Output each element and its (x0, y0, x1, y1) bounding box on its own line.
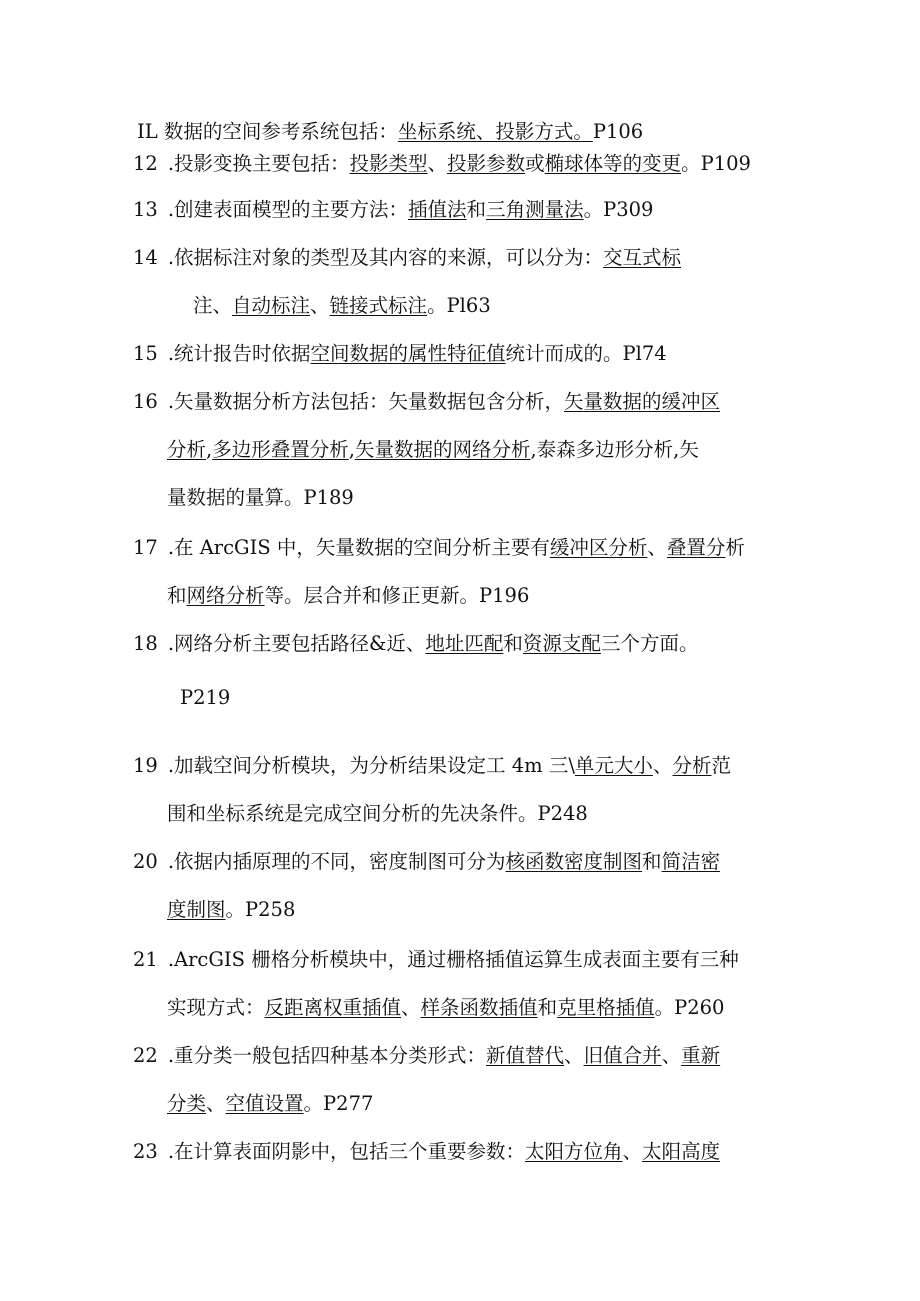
text-segment: 和 (167, 584, 187, 607)
question-number: 15 (133, 342, 158, 365)
text-segment: .网络分析主要包括路径&近、 (167, 632, 426, 655)
text-segment: 等。层合并和修正更新。P196 (264, 584, 530, 607)
underlined-answer: 缓冲区分析 (549, 536, 648, 559)
underlined-answer: 三角测量法 (486, 198, 584, 221)
question-continuation-line (167, 1090, 373, 1118)
underlined-answer: 投影类型 (349, 152, 428, 175)
text-segment: 、 (564, 1044, 584, 1067)
text-segment: 量数据的量算。P189 (167, 486, 354, 509)
text-segment: .投影变换主要包括： (167, 152, 350, 175)
question-line (133, 1042, 720, 1070)
underlined-answer: 椭球体等的变更 (544, 152, 682, 175)
text-segment: 和 (537, 996, 558, 1019)
underlined-answer: 分析 (167, 438, 207, 461)
underlined-answer: 地址匹配 (425, 632, 504, 655)
question-line (133, 630, 698, 658)
underlined-answer: 样条函数插值 (420, 996, 538, 1019)
underlined-answer: 太阳方位角 (525, 1140, 623, 1163)
text-segment: .创建表面模型的主要方法： (167, 198, 409, 221)
text-segment: .在 ArcGIS 中，矢量数据的空间分析主要有 (167, 536, 550, 559)
underlined-answer: 网络分析 (186, 584, 265, 607)
text-segment: .ArcGIS 栅格分析模块中，通过栅格插值运算生成表面主要有三种 (167, 948, 739, 971)
question-line (133, 1138, 720, 1166)
text-segment: .依据内插原理的不同，密度制图可分为 (167, 850, 506, 873)
question-continuation-line (167, 582, 529, 610)
text-segment: 或 (525, 152, 545, 175)
question-line (133, 534, 745, 562)
text-segment: 统计而成的。Pl74 (505, 342, 667, 365)
text-segment: 三个方面。 (600, 632, 699, 655)
underlined-answer: 多边形叠置分析 (212, 438, 349, 461)
question-number: 13 (133, 198, 158, 221)
question-number: 22 (133, 1044, 158, 1067)
question-line (137, 118, 643, 146)
text-segment: .在计算表面阴影中，包括三个重要参数： (167, 1140, 526, 1163)
question-number: 12 (133, 152, 158, 175)
question-continuation-line (167, 484, 354, 512)
page-reference: P219 (180, 686, 231, 709)
text-segment: .统计报告时依据 (167, 342, 311, 365)
text-segment: 、 (622, 1140, 643, 1163)
underlined-answer: 交互式标 (603, 246, 682, 269)
text-segment: .加载空间分析模块，为分析结果设定工 4m 三\ (167, 754, 575, 777)
underlined-answer: 分析 (672, 754, 712, 777)
text-segment: 数据的空间参考系统包括： (157, 120, 398, 143)
question-number: 17 (133, 536, 158, 559)
question-number: 18 (133, 632, 158, 655)
text-segment: 、 (401, 996, 421, 1019)
underlined-answer: 分类 (167, 1092, 207, 1115)
text-segment: 、 (206, 1092, 226, 1115)
question-continuation-line (167, 436, 699, 464)
text-segment: 和 (642, 850, 662, 873)
text-segment: 。P109 (681, 152, 751, 175)
text-segment: 、 (661, 1044, 682, 1067)
text-segment: 范 (711, 754, 731, 777)
underlined-answer: 度制图 (167, 898, 226, 921)
underlined-answer: 新值替代 (486, 1044, 565, 1067)
text-segment: 围和坐标系统是完成空间分析的先决条件。P248 (167, 802, 588, 825)
text-segment: 。P260 (654, 996, 725, 1019)
question-line (133, 150, 751, 178)
text-segment: 、 (427, 152, 448, 175)
question-number: 19 (133, 754, 158, 777)
underlined-answer: 投影参数 (447, 152, 526, 175)
question-number: 23 (133, 1140, 158, 1163)
underlined-answer: 叠置分 (666, 536, 726, 559)
text-segment: .重分类一般包括四种基本分类形式： (167, 1044, 487, 1067)
question-number: 20 (133, 850, 158, 873)
text-segment: 、 (652, 754, 673, 777)
text-segment: 析 (725, 536, 745, 559)
question-line (133, 340, 667, 368)
underlined-answer: 矢量数据的缓冲区 (564, 390, 721, 413)
text-segment: 、 (310, 294, 330, 317)
underlined-answer: 核函数密度制图 (505, 850, 643, 873)
text-segment: ,泰森多边形分析,矢 (530, 438, 699, 461)
text-segment: 。Pl63 (427, 294, 491, 317)
question-continuation-line (167, 896, 295, 924)
underlined-answer: 单元大小 (574, 754, 653, 777)
underlined-answer: 克里格插值 (557, 996, 655, 1019)
underlined-answer: 反距离权重插值 (264, 996, 402, 1019)
underlined-answer: 太阳高度 (642, 1140, 721, 1163)
question-number: IL (137, 120, 158, 143)
question-line (133, 848, 720, 876)
underlined-answer: 自动标注 (232, 294, 311, 317)
question-line (133, 196, 653, 224)
underlined-answer: 坐标系统、投影方式。 (397, 120, 593, 143)
text-segment: 注、 (193, 294, 233, 317)
underlined-answer: 空间数据的属性特征值 (310, 342, 506, 365)
underlined-answer: 简洁密 (661, 850, 721, 873)
underlined-answer: 插值法 (408, 198, 467, 221)
text-segment: , (206, 438, 213, 461)
question-number: 21 (133, 948, 158, 971)
underlined-answer: 空值设置 (225, 1092, 304, 1115)
text-segment: 实现方式： (167, 996, 265, 1019)
question-number: 16 (133, 390, 158, 413)
question-continuation-line (193, 292, 491, 320)
underlined-answer: 重新 (681, 1044, 721, 1067)
text-segment: .依据标注对象的类型及其内容的来源，可以分为： (167, 246, 604, 269)
text-segment: , (348, 438, 355, 461)
question-line (133, 946, 739, 974)
question-continuation-line (167, 994, 724, 1022)
underlined-answer: 旧值合并 (583, 1044, 662, 1067)
question-line (133, 388, 720, 416)
text-segment: 和 (466, 198, 487, 221)
question-line (133, 752, 731, 780)
text-segment: 。P309 (583, 198, 654, 221)
question-number: 14 (133, 246, 158, 269)
text-segment: 和 (503, 632, 523, 655)
text-segment: 、 (647, 536, 667, 559)
underlined-answer: 矢量数据的网络分析 (354, 438, 531, 461)
underlined-answer: 链接式标注 (329, 294, 428, 317)
question-continuation-line (167, 800, 588, 828)
text-segment: .矢量数据分析方法包括：矢量数据包含分析， (167, 390, 565, 413)
question-line (133, 244, 681, 272)
underlined-answer: 资源支配 (522, 632, 601, 655)
text-segment: 。P258 (225, 898, 296, 921)
text-segment: 。P277 (303, 1092, 374, 1115)
text-segment: P106 (592, 120, 644, 143)
